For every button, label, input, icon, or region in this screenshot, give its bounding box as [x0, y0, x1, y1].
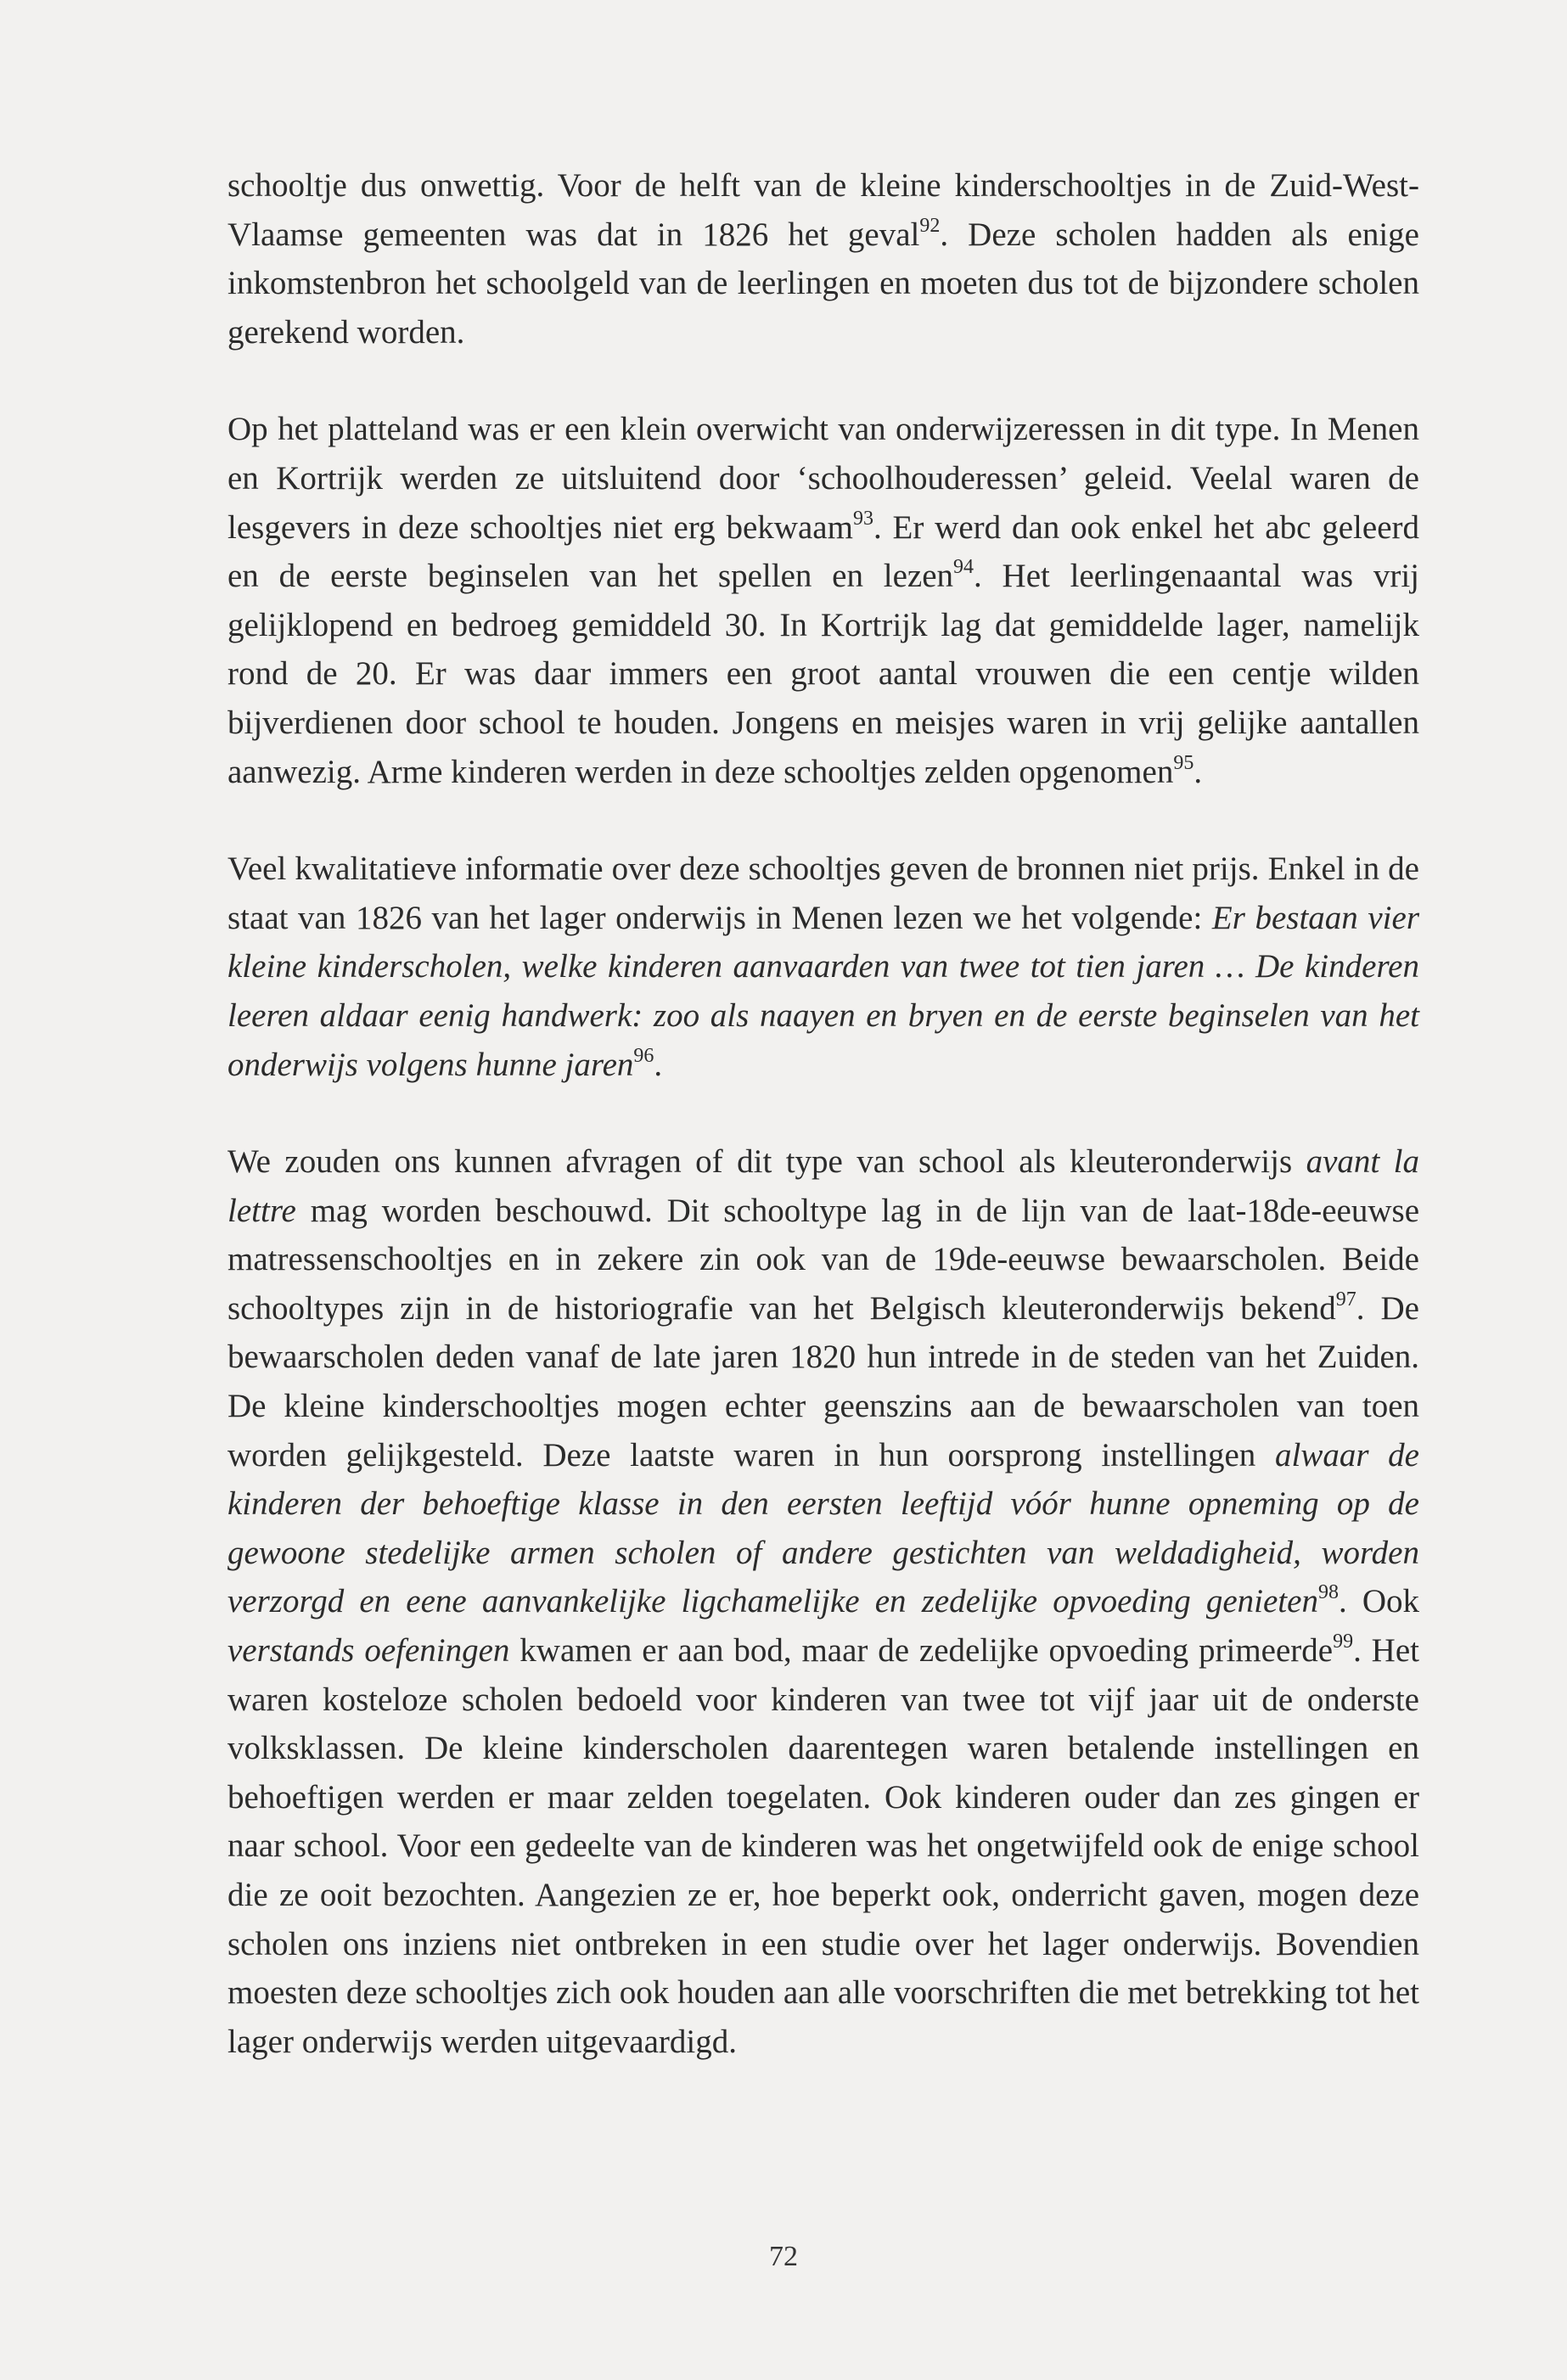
- text-run: mag worden beschouwd. Dit schooltype lag in de lijn van de laat-18de-eeuwse matressenschooltjes en in zekere zin ook van de 19de-eeuwse bewaarscholen. Beide schooltypes zijn in de historiografie van het Belgisch kleuteronderwijs bekend: [227, 1192, 1419, 1327]
- text-run: .: [1194, 753, 1203, 790]
- text-run: . Er werd dan ook enkel het abc geleerd en de eerste beginselen van het spellen en lezen: [227, 508, 1420, 595]
- italic-quote: alwaar de kinderen der behoeftige klasse in den eersten leeftijd vóór hunne opneming op de gewoone stedelijke armen scholen of andere gestichten van weldadigheid, worden verzorgd en eene aanvankelijke ligchamelijke en zedelijke opvoeding genieten: [227, 1436, 1419, 1620]
- footnote-ref: 96: [633, 1044, 654, 1067]
- text-run: . Het waren kosteloze scholen bedoeld voor kinderen van twee tot vijf jaar uit de onderste volksklassen. De kleine kinderscholen daarentegen waren betalende instellingen en behoeftigen werden er maar zelden toegelaten. Ook kinderen ouder dan zes gingen er naar school. Voor een gedeelte van de kinderen was het ongetwijfeld ook de enige school die ze ooit bezochten. Aangezien ze er, hoe beperkt ook, onderricht gaven, mogen deze scholen ons inziens niet ontbreken in een studie over het lager onderwijs. Bovendien moesten deze schooltjes zich ook houden aan alle voorschriften die met betrekking tot het lager onderwijs werden uitgevaardigd.: [227, 1632, 1419, 2060]
- footnote-ref: 99: [1333, 1631, 1354, 1653]
- italic-quote: verstands oefeningen: [227, 1632, 510, 1670]
- italic-quote: avant la lettre: [227, 1143, 1419, 1229]
- text-run: kwamen er aan bod, maar de zedelijke opvoeding primeerde: [509, 1632, 1334, 1670]
- footnote-ref: 94: [953, 556, 974, 579]
- footnote-ref: 97: [1335, 1288, 1356, 1311]
- footnote-ref: 92: [919, 214, 941, 237]
- text-run: . Het leerlingenaantal was vrij gelijklopend en bedroeg gemiddeld 30. In Kortrijk lag dat gemiddelde lager, namelijk rond de 20. Er was daar immers een groot aantal vrouwen die een centje wilden bijverdienen door school te houden. Jongens en meisjes waren in vrij gelijke aantallen aanwezig. Arme kinderen werden in deze schooltjes zelden opgenomen: [227, 558, 1419, 790]
- italic-quote: Er bestaan vier kleine kinderscholen, welke kinderen aanvaarden van twee tot tien jaren … De kinderen leeren aldaar eenig handwerk: zoo als naayen en bryen en de eerste beginselen van het onderwijs volgens hunne jaren: [227, 899, 1419, 1083]
- text-run: Veel kwalitatieve informatie over deze schooltjes geven de bronnen niet prijs. Enkel in de staat van 1826 van het lager onderwijs in Menen lezen we het volgende:: [227, 850, 1419, 936]
- paragraph-2: [227, 405, 1419, 796]
- text-run: schooltje dus onwettig. Voor de helft van de kleine kinderschooltjes in de Zuid-West-Vlaamse gemeenten was dat in 1826 het geval: [227, 167, 1419, 253]
- footnote-ref: 93: [852, 507, 873, 530]
- paragraph-1: [227, 161, 1419, 356]
- page-number: 72: [769, 2241, 798, 2272]
- text-run: Op het platteland was er een klein overwicht van onderwijzeressen in dit type. In Menen en Kortrijk werden ze uitsluitend door ‘schoolhouderessen’ geleid. Veelal waren de lesgevers in deze schooltjes niet erg bekwaam: [227, 411, 1419, 546]
- paragraph-3: [227, 845, 1419, 1089]
- body-text: [227, 161, 1419, 2066]
- paragraph-4: [227, 1137, 1419, 2066]
- text-run: We zouden ons kunnen afvragen of dit type van school als kleuteronderwijs: [227, 1143, 1306, 1181]
- footnote-ref: 98: [1317, 1581, 1339, 1604]
- footnote-ref: 95: [1173, 751, 1194, 774]
- text-run: .: [654, 1046, 663, 1083]
- text-run: . Deze scholen hadden als enige inkomstenbron het schoolgeld van de leerlingen en moeten dus tot de bijzondere scholen gerekend worden.: [227, 216, 1419, 351]
- text-run: . Ook: [1338, 1583, 1420, 1620]
- text-run: . De bewaarscholen deden vanaf de late jaren 1820 hun intrede in de steden van het Zuiden. De kleine kinderschooltjes mogen echter geenszins aan de bewaarscholen van toen worden gelijkgesteld. Deze laatste waren in hun oorsprong instellingen: [227, 1289, 1419, 1473]
